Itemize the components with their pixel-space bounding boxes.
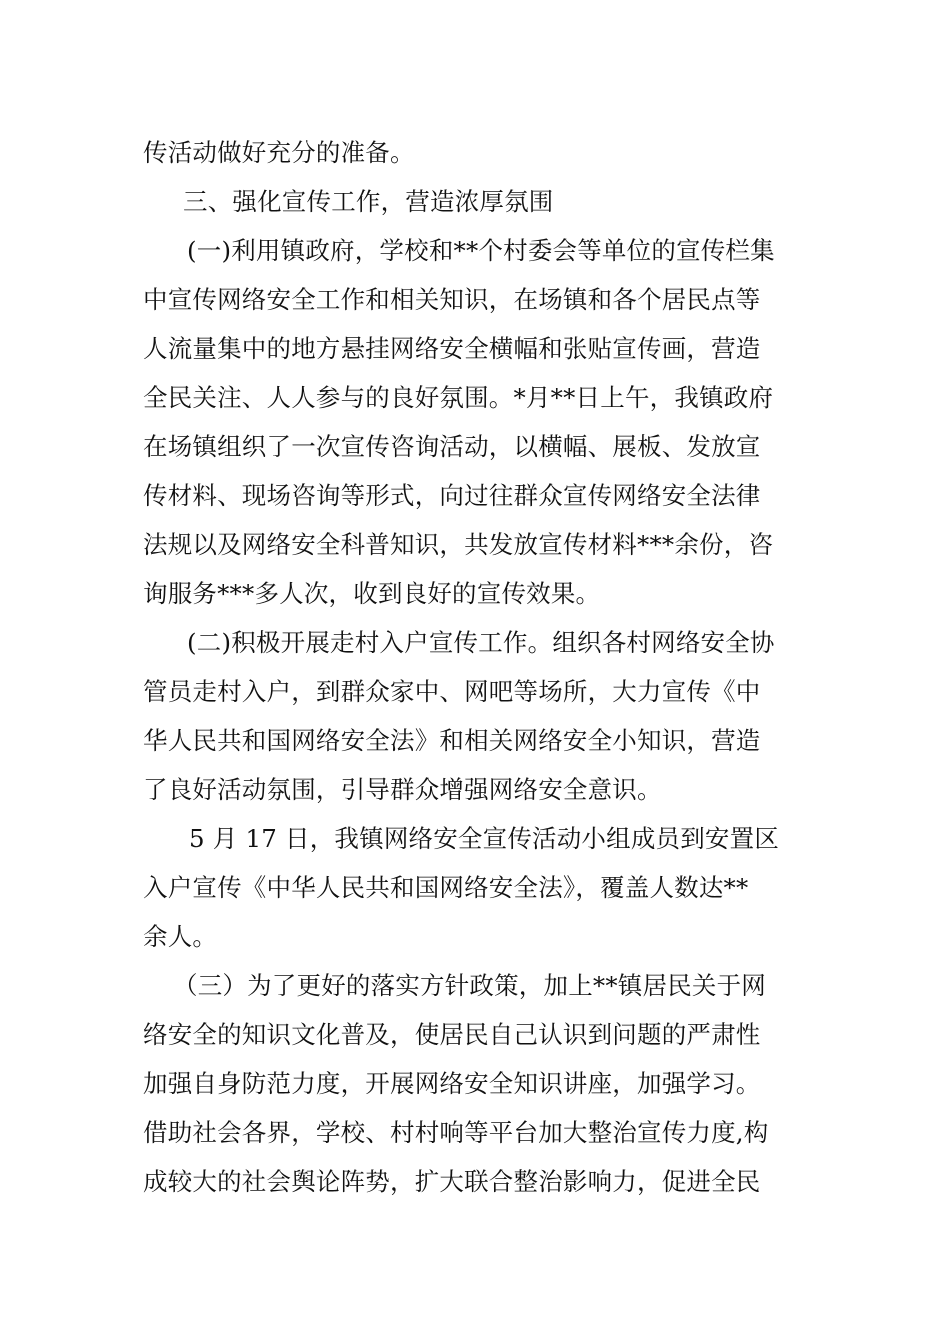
- text-line: 借助社会各界，学校、村村响等平台加大整治宣传力度,构: [143, 1118, 769, 1147]
- section-heading: [143, 177, 811, 226]
- text-line: 成较大的社会舆论阵势，扩大联合整治影响力，促进全民: [143, 1167, 761, 1196]
- paragraph-item-1: [143, 226, 811, 618]
- text-line: 人流量集中的地方悬挂网络安全横幅和张贴宣传画，营造: [143, 334, 761, 363]
- text-line: 络安全的知识文化普及，使居民自己认识到问题的严肃性: [143, 1020, 761, 1049]
- text-line: 5 月 17 日，我镇网络安全宣传活动小组成员到安置区: [189, 824, 780, 853]
- text-line: （三）为了更好的落实方针政策，加上**镇居民关于网: [173, 971, 766, 1000]
- text-line: 在场镇组织了一次宣传咨询活动，以横幅、展板、发放宣: [143, 432, 761, 461]
- paragraph-continuation: [143, 128, 811, 177]
- text-line: 管员走村入户，到群众家中、网吧等场所，大力宣传《中: [143, 677, 761, 706]
- text-line: 传活动做好充分的准备。: [143, 138, 415, 167]
- text-line: (一)利用镇政府，学校和**个村委会等单位的宣传栏集: [187, 236, 775, 265]
- paragraph-item-2: [143, 618, 811, 814]
- text-line: 加强自身防范力度，开展网络安全知识讲座，加强学习。: [143, 1069, 761, 1098]
- text-line: (二)积极开展走村入户宣传工作。组织各村网络安全协: [187, 628, 775, 657]
- text-line: 全民关注、人人参与的良好氛围。*月**日上午，我镇政府: [143, 383, 774, 412]
- text-line: 中宣传网络安全工作和相关知识，在场镇和各个居民点等: [143, 285, 761, 314]
- text-line: 询服务***多人次，收到良好的宣传效果。: [143, 579, 601, 608]
- text-line: 传材料、现场咨询等形式，向过往群众宣传网络安全法律: [143, 481, 761, 510]
- heading-line: 三、强化宣传工作，营造浓厚氛围: [183, 187, 554, 216]
- text-line: 华人民共和国网络安全法》和相关网络安全小知识，营造: [143, 726, 761, 755]
- text-line: 入户宣传《中华人民共和国网络安全法》，覆盖人数达**: [143, 873, 749, 902]
- document-body: [143, 128, 811, 1206]
- paragraph-event: [143, 814, 811, 961]
- paragraph-item-3: [143, 961, 811, 1206]
- text-line: 法规以及网络安全科普知识，共发放宣传材料***余份，咨: [143, 530, 774, 559]
- text-line: 余人。: [143, 922, 218, 951]
- text-line: 了良好活动氛围，引导群众增强网络安全意识。: [143, 775, 662, 804]
